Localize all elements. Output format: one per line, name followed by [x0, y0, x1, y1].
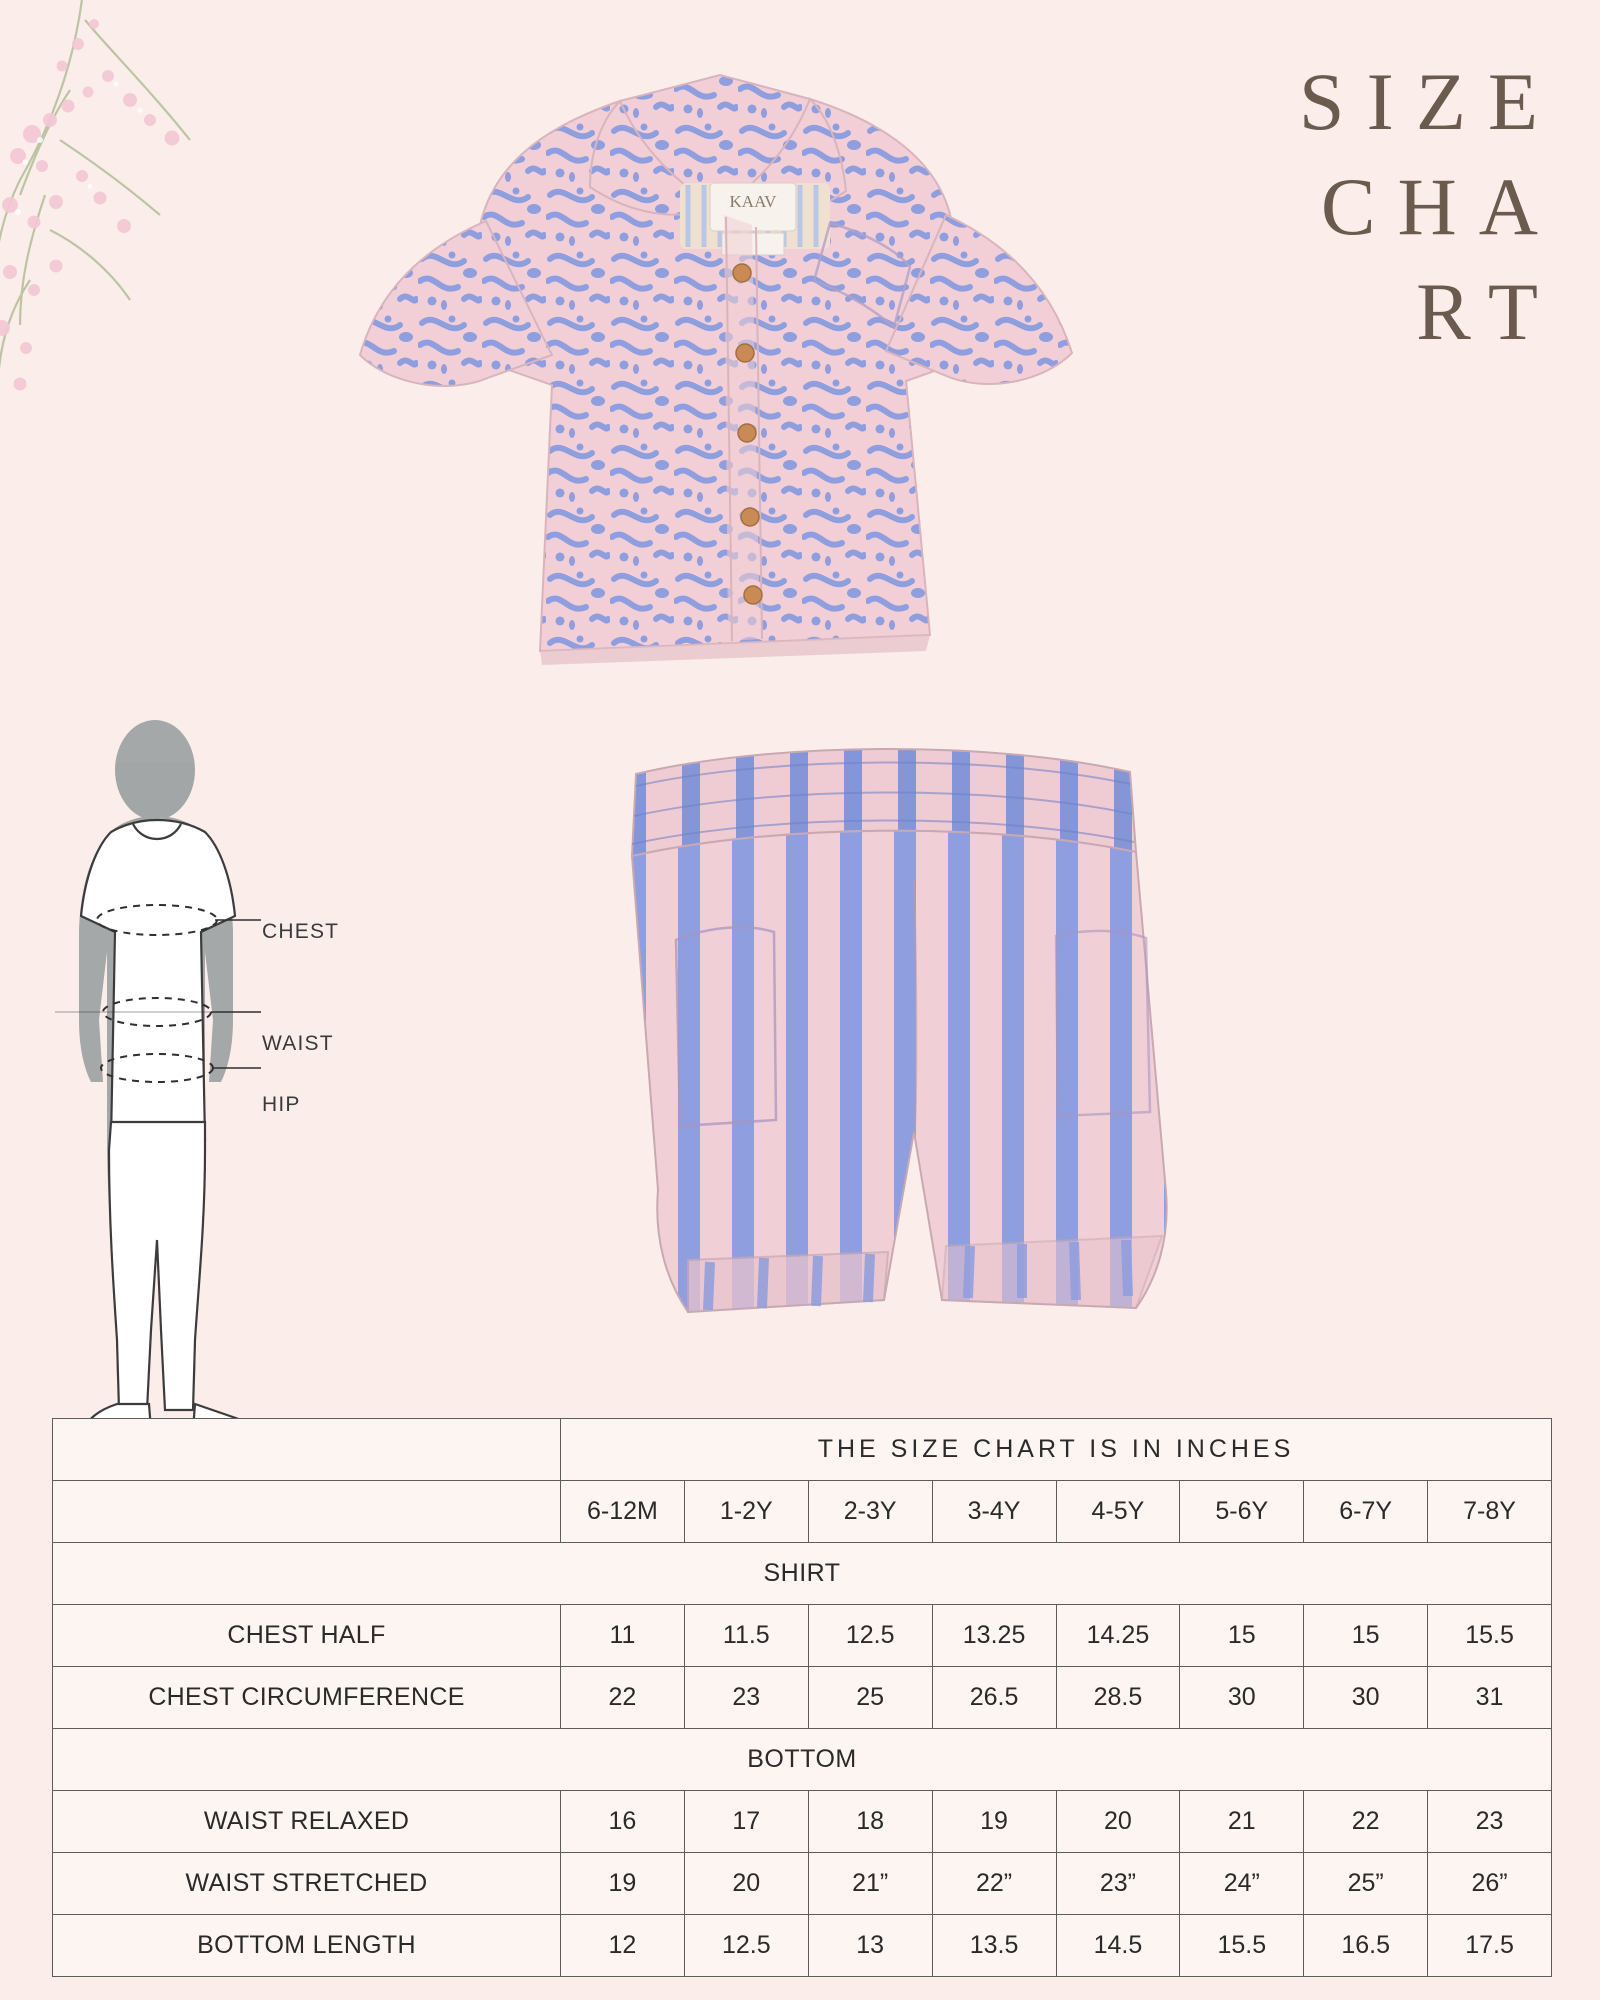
size-chart-table-wrapper: [52, 1418, 1552, 1977]
cell-value: 24”: [1180, 1853, 1304, 1915]
section-header-row: [53, 1729, 1552, 1791]
cell-value: 18: [808, 1791, 932, 1853]
svg-text:KAAV: KAAV: [729, 192, 777, 211]
table-caption-row: [53, 1419, 1552, 1481]
table-row: [53, 1853, 1552, 1915]
table-caption: THE SIZE CHART IS IN INCHES: [561, 1419, 1552, 1481]
cell-value: 12.5: [684, 1915, 808, 1977]
table-header-blank: [53, 1481, 561, 1543]
size-header-5: 5-6Y: [1180, 1481, 1304, 1543]
table-row: [53, 1791, 1552, 1853]
section-title: SHIRT: [53, 1543, 1552, 1605]
label-hip: HIP: [262, 1093, 301, 1116]
section-header-row: [53, 1543, 1552, 1605]
size-header-3: 3-4Y: [932, 1481, 1056, 1543]
cell-value: 12: [561, 1915, 685, 1977]
cell-value: 17: [684, 1791, 808, 1853]
row-label: CHEST HALF: [53, 1605, 561, 1667]
cell-value: 15.5: [1428, 1605, 1552, 1667]
size-chart-table: [52, 1418, 1552, 1977]
cell-value: 17.5: [1428, 1915, 1552, 1977]
cell-value: 15: [1304, 1605, 1428, 1667]
size-header-7: 7-8Y: [1428, 1481, 1552, 1543]
label-waist: WAIST: [262, 1032, 334, 1055]
cell-value: 15: [1180, 1605, 1304, 1667]
section-title: BOTTOM: [53, 1729, 1552, 1791]
cell-value: 21”: [808, 1853, 932, 1915]
title-line-3: RT: [1416, 265, 1560, 357]
cell-value: 31: [1428, 1667, 1552, 1729]
cell-value: 25: [808, 1667, 932, 1729]
cell-value: 26.5: [932, 1667, 1056, 1729]
row-label: BOTTOM LENGTH: [53, 1915, 561, 1977]
cell-value: 21: [1180, 1791, 1304, 1853]
cell-value: 22”: [932, 1853, 1056, 1915]
cell-value: 19: [561, 1853, 685, 1915]
row-label: WAIST STRETCHED: [53, 1853, 561, 1915]
cell-value: 23: [1428, 1791, 1552, 1853]
label-chest: CHEST: [262, 920, 340, 943]
cell-value: 23: [684, 1667, 808, 1729]
cell-value: 13: [808, 1915, 932, 1977]
title-line-2: CHA: [1320, 160, 1560, 252]
cell-value: 22: [1304, 1791, 1428, 1853]
measurement-figure: [55, 720, 375, 1430]
cell-value: 28.5: [1056, 1667, 1180, 1729]
cell-value: 23”: [1056, 1853, 1180, 1915]
title-line-1: SIZE: [1298, 56, 1560, 147]
cell-value: 12.5: [808, 1605, 932, 1667]
shorts-product-image: [570, 740, 1290, 1420]
cell-value: 14.5: [1056, 1915, 1180, 1977]
size-header-0: 6-12M: [561, 1481, 685, 1543]
table-row: [53, 1915, 1552, 1977]
size-header-1: 1-2Y: [684, 1481, 808, 1543]
cell-value: 25”: [1304, 1853, 1428, 1915]
cell-value: 20: [684, 1853, 808, 1915]
cell-value: 22: [561, 1667, 685, 1729]
cell-value: 14.25: [1056, 1605, 1180, 1667]
cell-value: 16.5: [1304, 1915, 1428, 1977]
size-header-2: 2-3Y: [808, 1481, 932, 1543]
flower-decoration-icon: [0, 0, 290, 440]
cell-value: 26”: [1428, 1853, 1552, 1915]
cell-value: 11.5: [684, 1605, 808, 1667]
cell-value: 30: [1180, 1667, 1304, 1729]
table-caption-spacer: [53, 1419, 561, 1481]
cell-value: 20: [1056, 1791, 1180, 1853]
row-label: CHEST CIRCUMFERENCE: [53, 1667, 561, 1729]
cell-value: 13.5: [932, 1915, 1056, 1977]
cell-value: 15.5: [1180, 1915, 1304, 1977]
row-label: WAIST RELAXED: [53, 1791, 561, 1853]
page-title: [1060, 50, 1560, 365]
table-size-header-row: [53, 1481, 1552, 1543]
cell-value: 11: [561, 1605, 685, 1667]
size-header-6: 6-7Y: [1304, 1481, 1428, 1543]
table-row: [53, 1605, 1552, 1667]
cell-value: 16: [561, 1791, 685, 1853]
size-header-4: 4-5Y: [1056, 1481, 1180, 1543]
table-row: [53, 1667, 1552, 1729]
cell-value: 13.25: [932, 1605, 1056, 1667]
cell-value: 30: [1304, 1667, 1428, 1729]
cell-value: 19: [932, 1791, 1056, 1853]
shirt-product-image: [290, 55, 1110, 795]
